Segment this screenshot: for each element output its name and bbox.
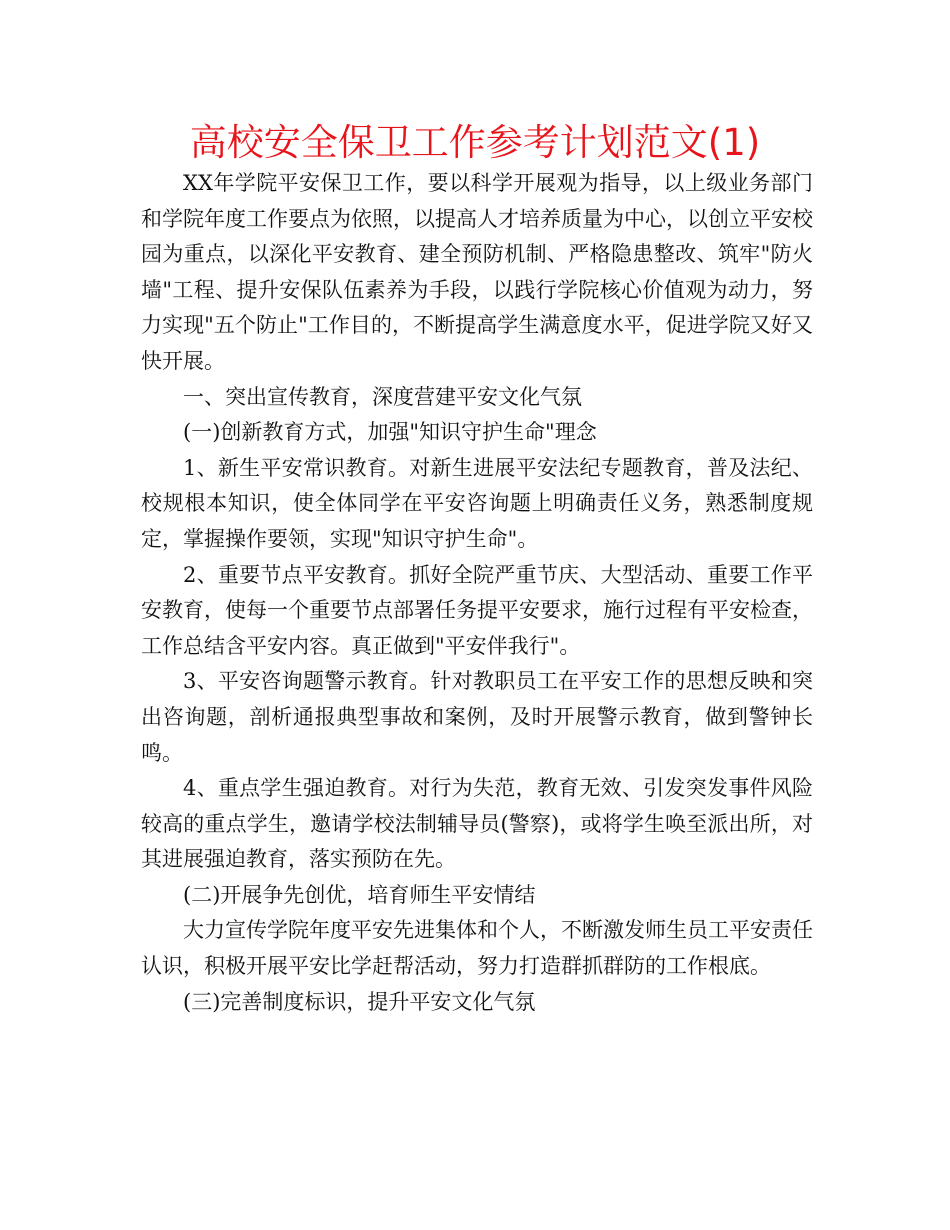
item-paragraph-2: 2、重要节点平安教育。抓好全院严重节庆、大型活动、重要工作平安教育，使每一个重要节点部署任务提平安要求，施行过程有平安检查，工作总结含平安内容。真正做到"平安伴我行"。	[141, 562, 813, 658]
intro-paragraph: XX年学院平安保卫工作，要以科学开展观为指导，以上级业务部门和学院年度工作要点为依照，以提高人才培养质量为中心，以创立平安校园为重点，以深化平安教育、建全预防机制、严格隐患整改、筑牢"防火墙"工程、提升安保队伍素养为手段，以践行学院核心价值观为动力，努力实现"五个防止"工作目的，不断提高学生满意度水平，促进学院又好又快开展。	[141, 171, 813, 373]
body-paragraph-2: 大力宣传学院年度平安先进集体和个人，不断激发师生员工平安责任认识，积极开展平安比学赶帮活动，努力打造群抓群防的工作根底。	[141, 918, 813, 979]
subsection-heading-1: (一)创新教育方式，加强"知识守护生命"理念	[183, 420, 597, 445]
document-body	[141, 166, 813, 1020]
item-paragraph-3: 3、平安咨询题警示教育。针对教职员工在平安工作的思想反映和突出咨询题，剖析通报典型事故和案例，及时开展警示教育，做到警钟长鸣。	[141, 669, 813, 765]
subsection-heading-3: (三)完善制度标识，提升平安文化气氛	[183, 989, 536, 1014]
item-paragraph-4: 4、重点学生强迫教育。对行为失范，教育无效、引发突发事件风险较高的重点学生，邀请学校法制辅导员(警察)，或将学生唤至派出所，对其进展强迫教育，落实预防在先。	[141, 776, 813, 872]
subsection-heading-2: (二)开展争先创优，培育师生平安情结	[183, 882, 536, 907]
document-title: 高校安全保卫工作参考计划范文(1)	[189, 121, 761, 164]
item-paragraph-1: 1、新生平安常识教育。对新生进展平安法纪专题教育，普及法纪、校规根本知识，使全体同学在平安咨询题上明确责任义务，熟悉制度规定，掌握操作要领，实现"知识守护生命"。	[141, 455, 813, 551]
section-heading-1: 一、突出宣传教育，深度营建平安文化气氛	[183, 384, 582, 409]
